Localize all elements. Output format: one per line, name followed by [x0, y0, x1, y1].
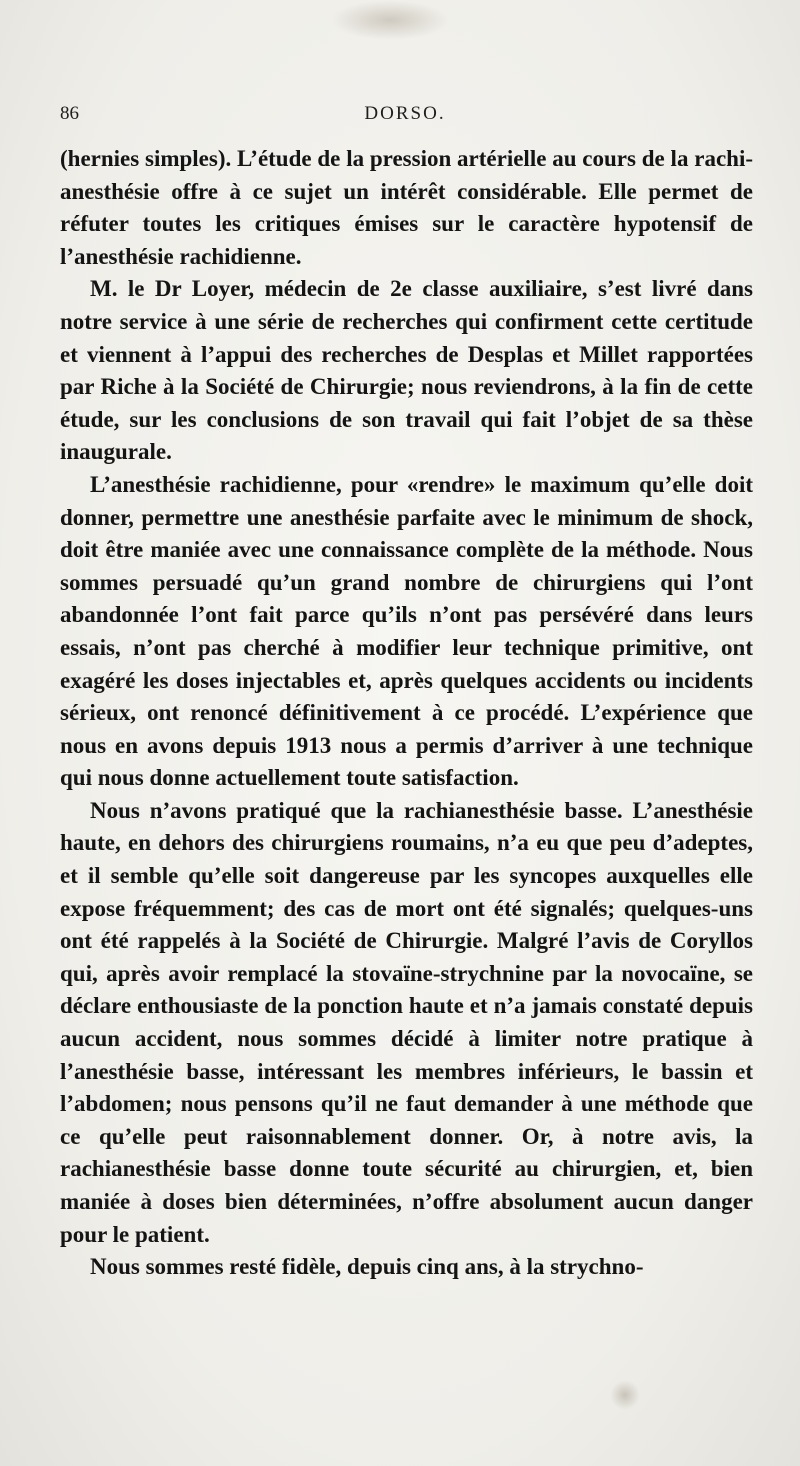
paper-stain — [330, 0, 450, 40]
page-number: 86 — [60, 103, 79, 124]
body-text — [60, 143, 753, 1284]
paragraph: (hernies simples). L’étude de la pression artérielle au cours de la rachi-anesthésie offre à ce sujet un intérêt considérable. Elle permet de réfuter toutes les critiques émises sur le caractère hypotensif de l’anesthésie rachidienne. — [60, 146, 753, 269]
paragraph: L’anesthésie rachidienne, pour «rendre» le maximum qu’elle doit donner, permettre une anesthésie parfaite avec le minimum de shock, doit être maniée avec une connaissance complète de la méthode. Nous sommes persuadé qu’un grand nombre de chirurgiens qui l’ont abandonnée l’ont fait parce qu’ils n’ont pas persévéré dans leurs essais, n’ont pas cherché à modifier leur technique primitive, ont exagéré les doses injectables et, après quelques accidents ou incidents sérieux, ont renoncé définitivement à ce procédé. L’expérience que nous en avons depuis 1913 nous a permis d’arriver à une technique qui nous donne actuellement toute satisfaction. — [60, 471, 753, 791]
paragraph: Nous n’avons pratiqué que la rachianesthésie basse. L’anesthésie haute, en dehors des chirurgiens roumains, n’a eu que peu d’adeptes, et il semble qu’elle soit dangereuse par les syncopes auxquelles elle expose fréquemment; des cas de mort ont été signalés; quelques-uns ont été rappelés à la Société de Chirurgie. Malgré l’avis de Coryllos qui, après avoir remplacé la stovaïne-strychnine par la novocaïne, se déclare enthousiaste de la ponction haute et n’a jamais constaté depuis aucun accident, nous sommes décidé à limiter notre pratique à l’anesthésie basse, intéressant les membres inférieurs, le bassin et l’abdomen; nous pensons qu’il ne faut demander à une méthode que ce qu’elle peut raisonnablement donner. Or, à notre avis, la rachianesthésie basse donne toute sécurité au chirurgien, et, bien maniée à doses bien déterminées, n’offre absolument aucun danger pour le patient. — [60, 797, 753, 1247]
paragraph: M. le Dr Loyer, médecin de 2e classe auxiliaire, s’est livré dans notre service à une série de recherches qui confirment cette certitude et viennent à l’appui des recherches de Desplas et Millet rapportées par Riche à la Société de Chirurgie; nous reviendrons, à la fin de cette étude, sur les conclusions de son travail qui fait l’objet de sa thèse inaugurale. — [60, 276, 753, 465]
running-title: DORSO. — [364, 103, 446, 124]
paragraph: Nous sommes resté fidèle, depuis cinq ans, à la strychno- — [90, 1254, 644, 1280]
page-header — [60, 103, 750, 133]
paper-stain — [610, 1380, 640, 1410]
